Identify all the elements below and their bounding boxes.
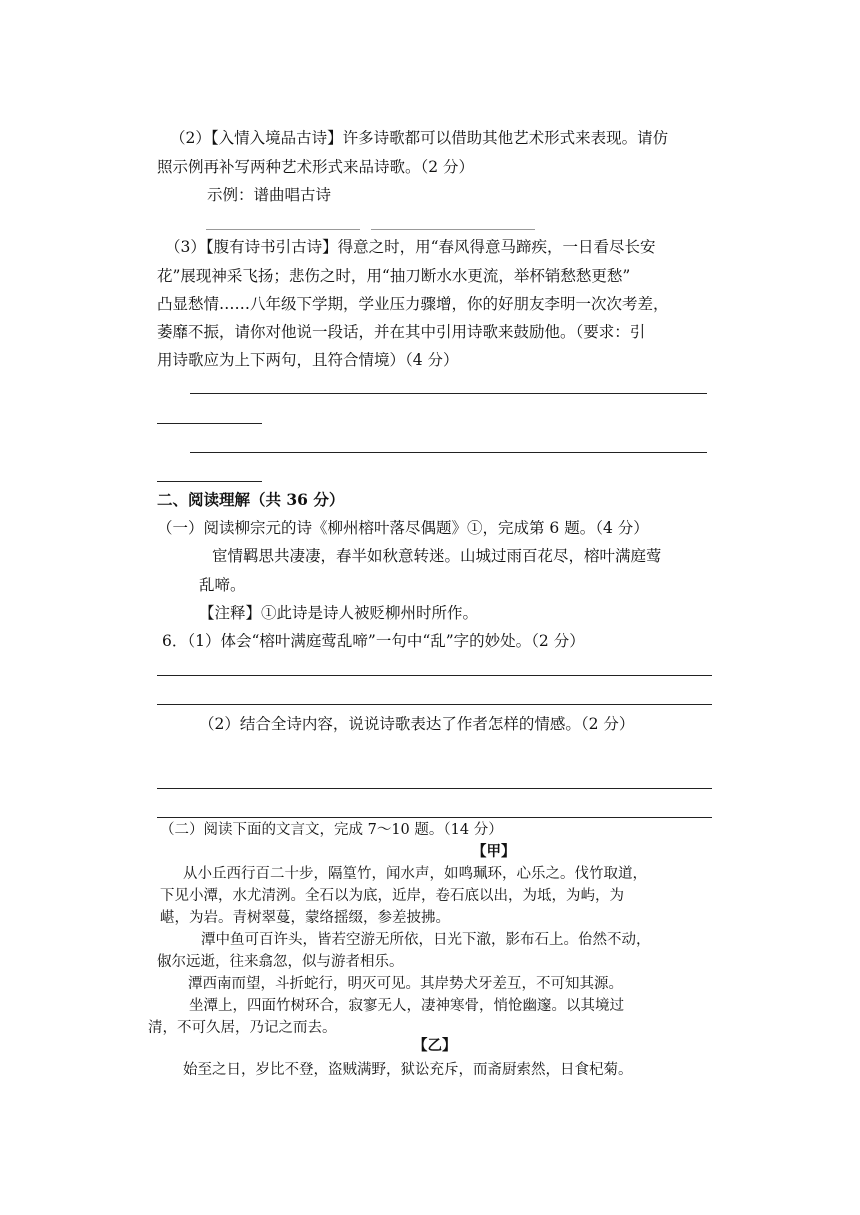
q3-line1: （3）【腹有诗书引古诗】得意之时，用“春风得意马蹄疾，一日看尽长安 (165, 238, 656, 256)
jia-p2-line1: 潭中鱼可百许头，皆若空游无所依，日光下澈，影布石上。佁然不动， (201, 932, 651, 948)
answer-line-q3-4[interactable] (157, 481, 262, 482)
answer-line-q3-2[interactable] (157, 423, 262, 424)
q3-line3: 凸显愁情……八年级下学期，学业压力骤增，你的好朋友李明一次次考差， (157, 295, 669, 313)
poem-line1: 宦情羁思共凄凄，春半如秋意转迷。山城过雨百花尽，榕叶满庭莺 (212, 547, 662, 565)
q3-line5: 用诗歌应为上下两句，且符合情境）（4 分） (157, 351, 459, 369)
answer-line-q6-2[interactable] (157, 704, 712, 705)
q3-line4: 萎靡不振，请你对他说一段话，并在其中引用诗歌来鼓励他。（要求：引 (157, 323, 646, 341)
answer-line-q3-3[interactable] (190, 452, 707, 453)
poem-note: 【注释】①此诗是诗人被贬柳州时所作。 (199, 604, 479, 622)
answer-line-q6-4[interactable] (157, 817, 712, 818)
yi-p1: 始至之日，岁比不登，盗贼满野，狱讼充斥，而斋厨索然，日食杞菊。 (183, 1062, 633, 1078)
jia-p1-line3: 嵁，为岩。青树翠蔓，蒙络摇缀，参差披拂。 (160, 910, 450, 926)
answer-line-q6-3[interactable] (157, 788, 712, 789)
jia-p4-line2: 清，不可久居，乃记之而去。 (148, 1020, 337, 1036)
section-heading: 二、阅读理解（共 36 分） (157, 490, 345, 509)
jia-heading: 【甲】 (472, 843, 516, 860)
q6-part1: 6．（1）体会“榕叶满庭莺乱啼”一句中“乱”字的妙处。（2 分） (162, 632, 585, 650)
q3-line2: 花”展现神采飞扬；悲伤之时，用“抽刀断水水更流，举杯销愁愁更愁” (157, 267, 631, 285)
poem-line2: 乱啼。 (199, 576, 246, 594)
jia-p1-line1: 从小丘西行百二十步，隔篁竹，闻水声，如鸣珮环，心乐之。伐竹取道， (183, 866, 647, 882)
part1-intro: （一）阅读柳宗元的诗《柳州榕叶落尽偶题》①，完成第 6 题。（4 分） (157, 519, 649, 537)
q6-part2: （2）结合全诗内容，说说诗歌表达了作者怎样的情感。（2 分） (199, 715, 635, 733)
jia-p4-line1: 坐潭上，四面竹树环合，寂寥无人，凄神寒骨，悄怆幽邃。以其境过 (189, 998, 624, 1014)
q2-example: 示例：谱曲唱古诗 (207, 186, 332, 204)
answer-line-q6-1[interactable] (157, 675, 712, 676)
answer-line-q3-1[interactable] (190, 393, 707, 394)
jia-p1-line2: 下见小潭，水尤清洌。全石以为底，近岸，卷石底以出，为坻，为屿，为 (160, 888, 624, 904)
jia-p2-line2: 俶尔远逝，往来翕忽，似与游者相乐。 (157, 954, 404, 970)
answer-blank-2[interactable] (371, 229, 535, 230)
q2-line2: 照示例再补写两种艺术形式来品诗歌。（2 分） (157, 158, 475, 176)
part2-intro: （二）阅读下面的文言文，完成 7～10 题。（14 分） (160, 822, 503, 838)
answer-blank-1[interactable] (206, 229, 360, 230)
jia-p3: 潭西南而望，斗折蛇行，明灭可见。其岸势犬牙差互，不可知其源。 (188, 976, 623, 992)
yi-heading: 【乙】 (413, 1037, 457, 1054)
q2-line1: （2）【入情入境品古诗】许多诗歌都可以借助其他艺术形式来表现。请仿 (170, 129, 669, 147)
